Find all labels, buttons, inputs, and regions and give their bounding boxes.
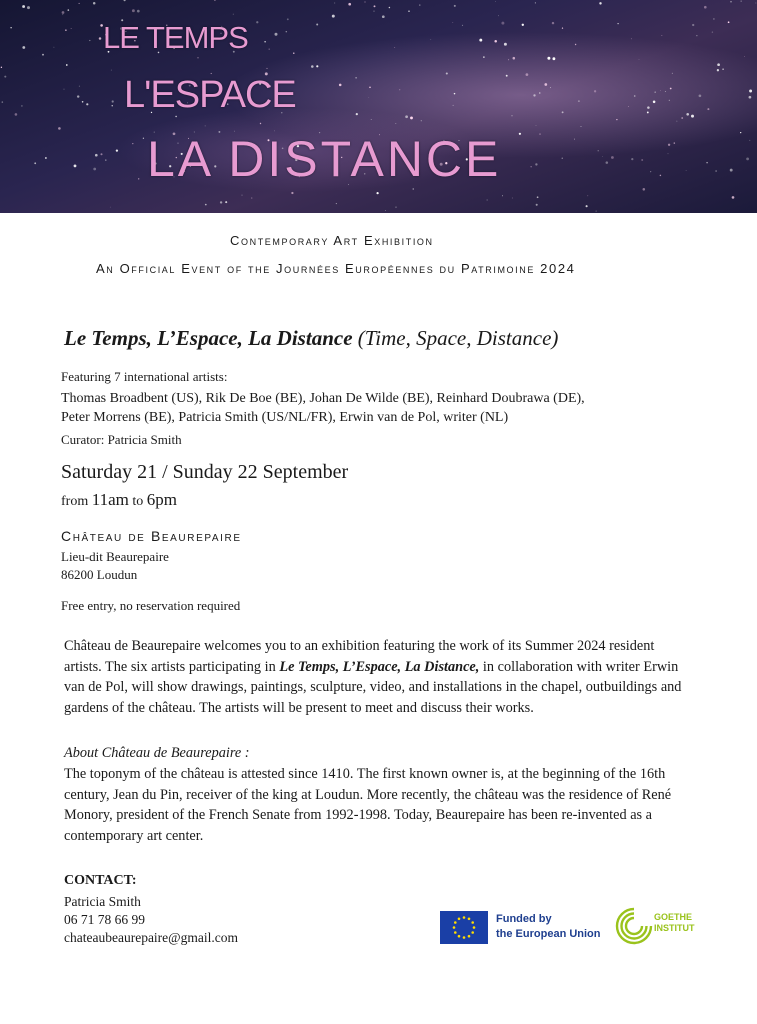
exhibition-description	[64, 636, 694, 718]
exhibition-type-heading: Contemporary Art Exhibition	[230, 233, 434, 248]
contact-email: chateaubeaurepaire@gmail.com	[64, 930, 238, 945]
hours-to: to	[132, 494, 144, 509]
exhibition-title	[64, 326, 558, 351]
goethe-logo-icon	[614, 906, 654, 951]
description-part1: Château de Beaurepaire welcomes you to an exhibition featuring the work of its Summer 2024 resident artists. The six artists participating in	[64, 638, 655, 675]
hours-from: from	[61, 494, 89, 509]
hours-end: 6pm	[146, 490, 177, 509]
eu-funding-logo	[496, 912, 601, 942]
goethe-text-line2: INSTITUT	[654, 923, 695, 933]
exhibition-title-translation: (Time, Space, Distance)	[357, 326, 559, 350]
about-heading: About Château de Beaurepaire :	[64, 745, 250, 761]
hero-title-line3: LA DISTANCE	[147, 131, 502, 187]
contact-heading: CONTACT:	[64, 873, 137, 888]
hours-start: 11am	[91, 490, 129, 509]
official-event-heading: An Official Event of the Journées Européennes du Patrimoine 2024	[96, 261, 576, 276]
exhibition-title-main: Le Temps, L’Espace, La Distance	[64, 326, 353, 350]
goethe-institut-logo	[654, 912, 695, 934]
eu-flag-icon	[440, 911, 488, 944]
hero-banner	[0, 0, 757, 213]
venue-address-line2: 86200 Loudun	[61, 567, 138, 582]
curator-label: Curator: Patricia Smith	[61, 432, 182, 447]
hero-title-line2: L'ESPACE	[124, 74, 296, 116]
artists-line-2: Peter Morrens (BE), Patricia Smith (US/NL/FR), Erwin van de Pol, writer (NL)	[61, 410, 509, 425]
featuring-label: Featuring 7 international artists:	[61, 369, 228, 384]
about-text: The toponym of the château is attested since 1410. The first known owner is, at the beginning of the 16th century, Jean du Pin, receiver of the king at Loudun. More recently, the château was the residence of René Monory, president of the French Senate from 1992-1998. Today, Beaurepaire has been re-invented as a contemporary art center.	[64, 766, 672, 844]
artists-line-1: Thomas Broadbent (US), Rik De Boe (BE), Johan De Wilde (BE), Reinhard Doubrawa (DE),	[61, 391, 585, 406]
hero-title-line1: LE TEMPS	[103, 20, 248, 55]
exhibition-dates: Saturday 21 / Sunday 22 September	[61, 461, 349, 483]
exhibition-hours	[61, 490, 177, 510]
venue-address-line1: Lieu-dit Beaurepaire	[61, 549, 169, 564]
description-part2: in collaboration with writer Erwin van de Pol, will show drawings, paintings, sculpture, video, and installations in the chapel, outbuildings and gardens of the château. The artists will be present to meet and discuss their works.	[64, 658, 682, 716]
description-title: Le Temps, L’Espace, La Distance,	[279, 658, 480, 675]
entry-info: Free entry, no reservation required	[61, 598, 241, 613]
eu-text-line2: the European Union	[496, 928, 601, 940]
eu-text-line1: Funded by	[496, 913, 552, 925]
contact-name: Patricia Smith	[64, 894, 141, 909]
goethe-text-line1: GOETHE	[654, 912, 693, 922]
contact-phone: 06 71 78 66 99	[64, 912, 145, 927]
venue-name: Château de Beaurepaire	[61, 528, 242, 544]
